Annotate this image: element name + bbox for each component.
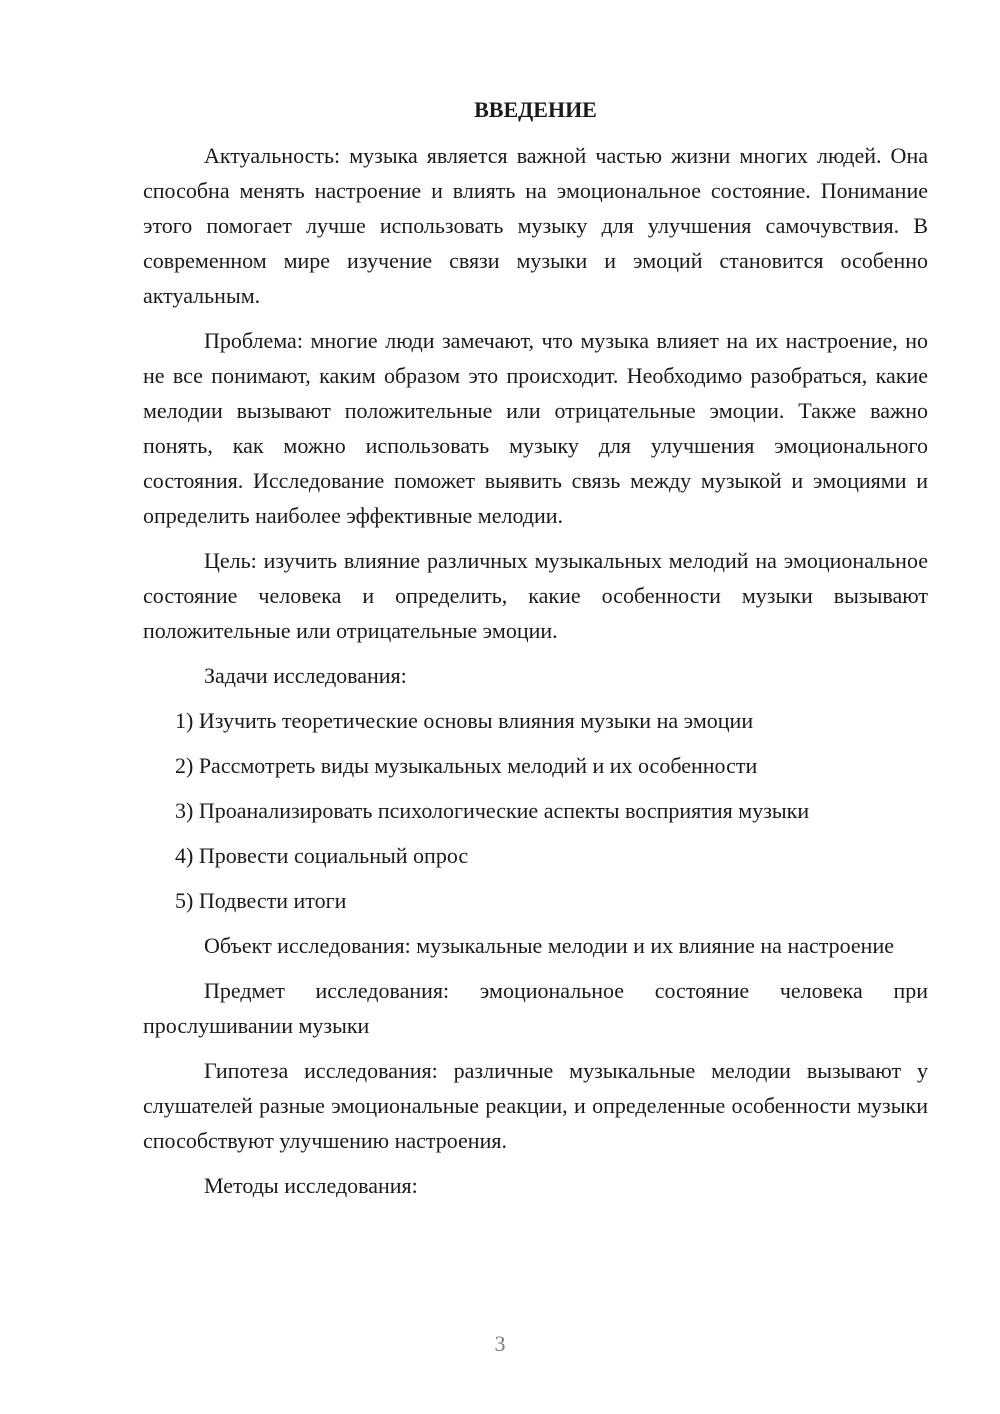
object-paragraph: Объект исследования: музыкальные мелодии и их влияние на настроение [204, 933, 894, 958]
task-item: 3) Проанализировать психологические аспекты восприятия музыки [175, 798, 810, 823]
problem-paragraph: Проблема: многие люди замечают, что музыка влияет на их настроение, но не все понимают, каким образом это происходит. Необходимо разобраться, какие мелодии вызывают положительные или отрицательные эмоции. Также важно понять, как можно использовать музыку для улучшения эмоционального состояния. Исследование поможет выявить связь между музыкой и эмоциями и определить наиболее эффективные мелодии. [143, 328, 928, 528]
document-page [143, 92, 928, 1213]
task-item: 5) Подвести итоги [175, 888, 347, 913]
tasks-heading: Задачи исследования: [204, 663, 407, 688]
task-item: 1) Изучить теоретические основы влияния музыки на эмоции [175, 708, 754, 733]
goal-paragraph: Цель: изучить влияние различных музыкальных мелодий на эмоциональное состояние человека и определить, какие особенности музыки вызывают положительные или отрицательные эмоции. [143, 548, 928, 643]
page-title: ВВЕДЕНИЕ [474, 97, 597, 122]
task-item: 4) Провести социальный опрос [175, 843, 469, 868]
tasks-list [143, 703, 928, 918]
hypothesis-paragraph: Гипотеза исследования: различные музыкальные мелодии вызывают у слушателей разные эмоциональные реакции, и определенные особенности музыки способствуют улучшению настроения. [143, 1058, 928, 1153]
subject-paragraph: Предмет исследования: эмоциональное состояние человека при прослушивании музыки [143, 978, 928, 1038]
page-number: 3 [494, 1331, 506, 1356]
relevance-paragraph: Актуальность: музыка является важной частью жизни многих людей. Она способна менять настроение и влиять на эмоциональное состояние. Понимание этого помогает лучше использовать музыку для улучшения самочувствия. В современном мире изучение связи музыки и эмоций становится особенно актуальным. [143, 143, 928, 308]
methods-heading: Методы исследования: [204, 1173, 418, 1198]
task-item: 2) Рассмотреть виды музыкальных мелодий и их особенности [175, 753, 758, 778]
